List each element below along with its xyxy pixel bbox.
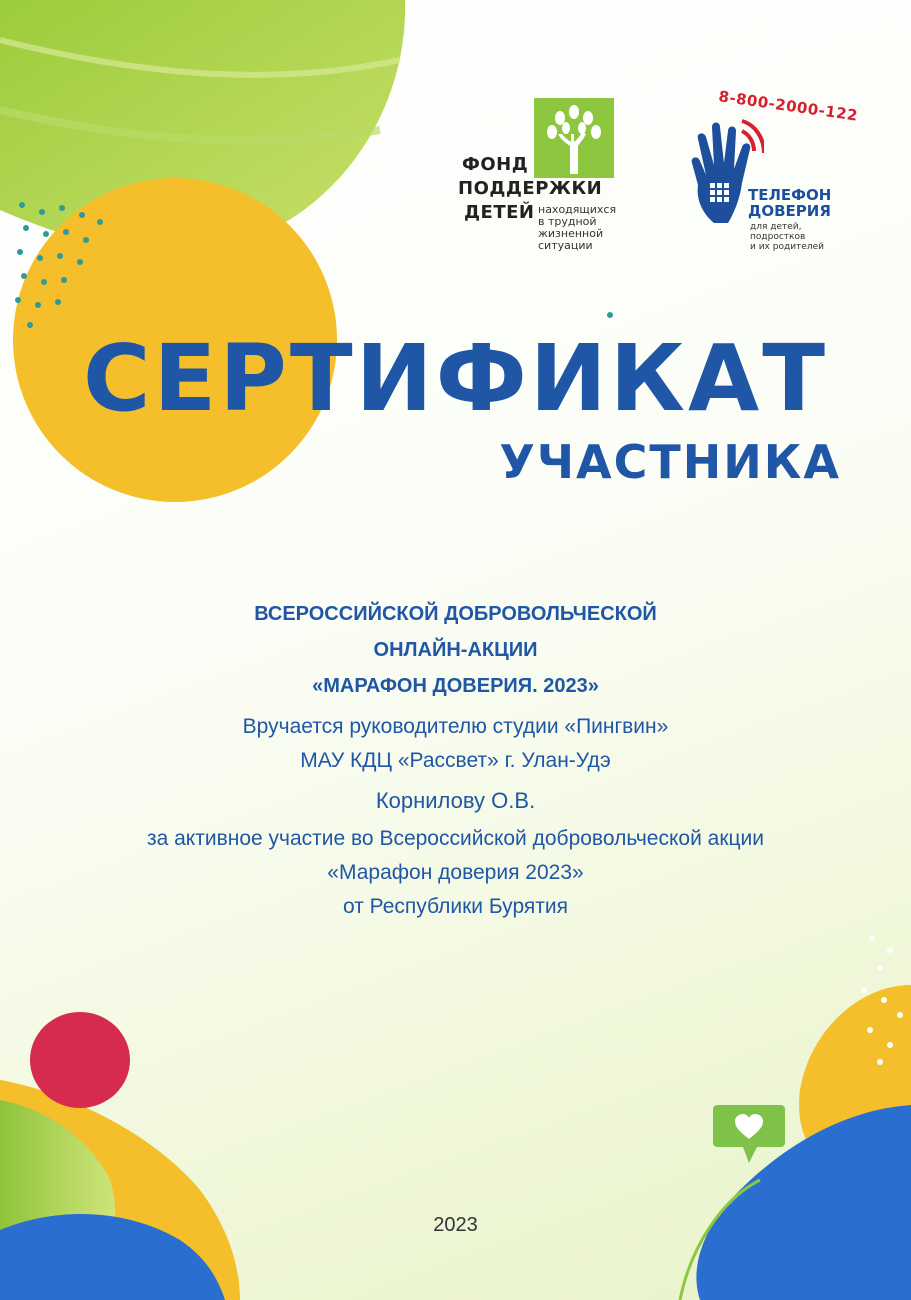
fund-name-line-3: ДЕТЕЙ xyxy=(464,202,535,223)
reason-line: за активное участие во Всероссийской добровольческой акции xyxy=(146,827,765,850)
reason-line: от Республики Бурятия xyxy=(343,895,568,918)
fund-logo xyxy=(458,98,628,258)
award-line: МАУ КДЦ «Рассвет» г. Улан-Удэ xyxy=(300,749,611,772)
helpline-title-line: ТЕЛЕФОН xyxy=(748,186,832,204)
helpline-tagline-line: для детей, подростков xyxy=(750,222,806,242)
helpline-tagline-line: и их родителей xyxy=(750,242,824,252)
reason-line: «Марафон доверия 2023» xyxy=(327,861,584,884)
fund-tagline-line: находящихся xyxy=(538,203,617,216)
helpline-logo xyxy=(684,87,860,265)
award-line: Вручается руководителю студии «Пингвин» xyxy=(242,715,669,738)
fund-tagline-line: в трудной xyxy=(538,215,597,228)
helpline-title-line: ДОВЕРИЯ xyxy=(748,202,831,220)
helpline-title xyxy=(748,187,831,219)
certificate-body xyxy=(0,710,911,924)
event-name xyxy=(0,596,911,704)
fund-name-line-2: ПОДДЕРЖКИ xyxy=(458,178,603,199)
helpline-tagline xyxy=(750,222,854,252)
fund-tagline-line: ситуации xyxy=(538,239,593,252)
event-line: ВСЕРОССИЙСКОЙ ДОБРОВОЛЬЧЕСКОЙ xyxy=(254,603,657,625)
fund-tagline xyxy=(538,204,616,252)
heart-bubble-icon xyxy=(713,1103,785,1169)
tree-icon xyxy=(534,98,614,178)
fund-tagline-line: жизненной xyxy=(538,227,604,240)
certificate-subtitle: УЧАСТНИКА xyxy=(499,435,841,489)
helpline-number: 8-800-2000-122 xyxy=(717,87,860,125)
recipient-name: Корнилову О.В. xyxy=(375,788,536,813)
fund-name-line-1: ФОНД xyxy=(462,154,529,175)
event-line: ОНЛАЙН-АКЦИИ xyxy=(373,639,538,661)
event-line: «МАРАФОН ДОВЕРИЯ. 2023» xyxy=(312,675,599,697)
certificate-title: СЕРТИФИКАТ xyxy=(83,325,828,432)
certificate-year: 2023 xyxy=(433,1214,478,1236)
